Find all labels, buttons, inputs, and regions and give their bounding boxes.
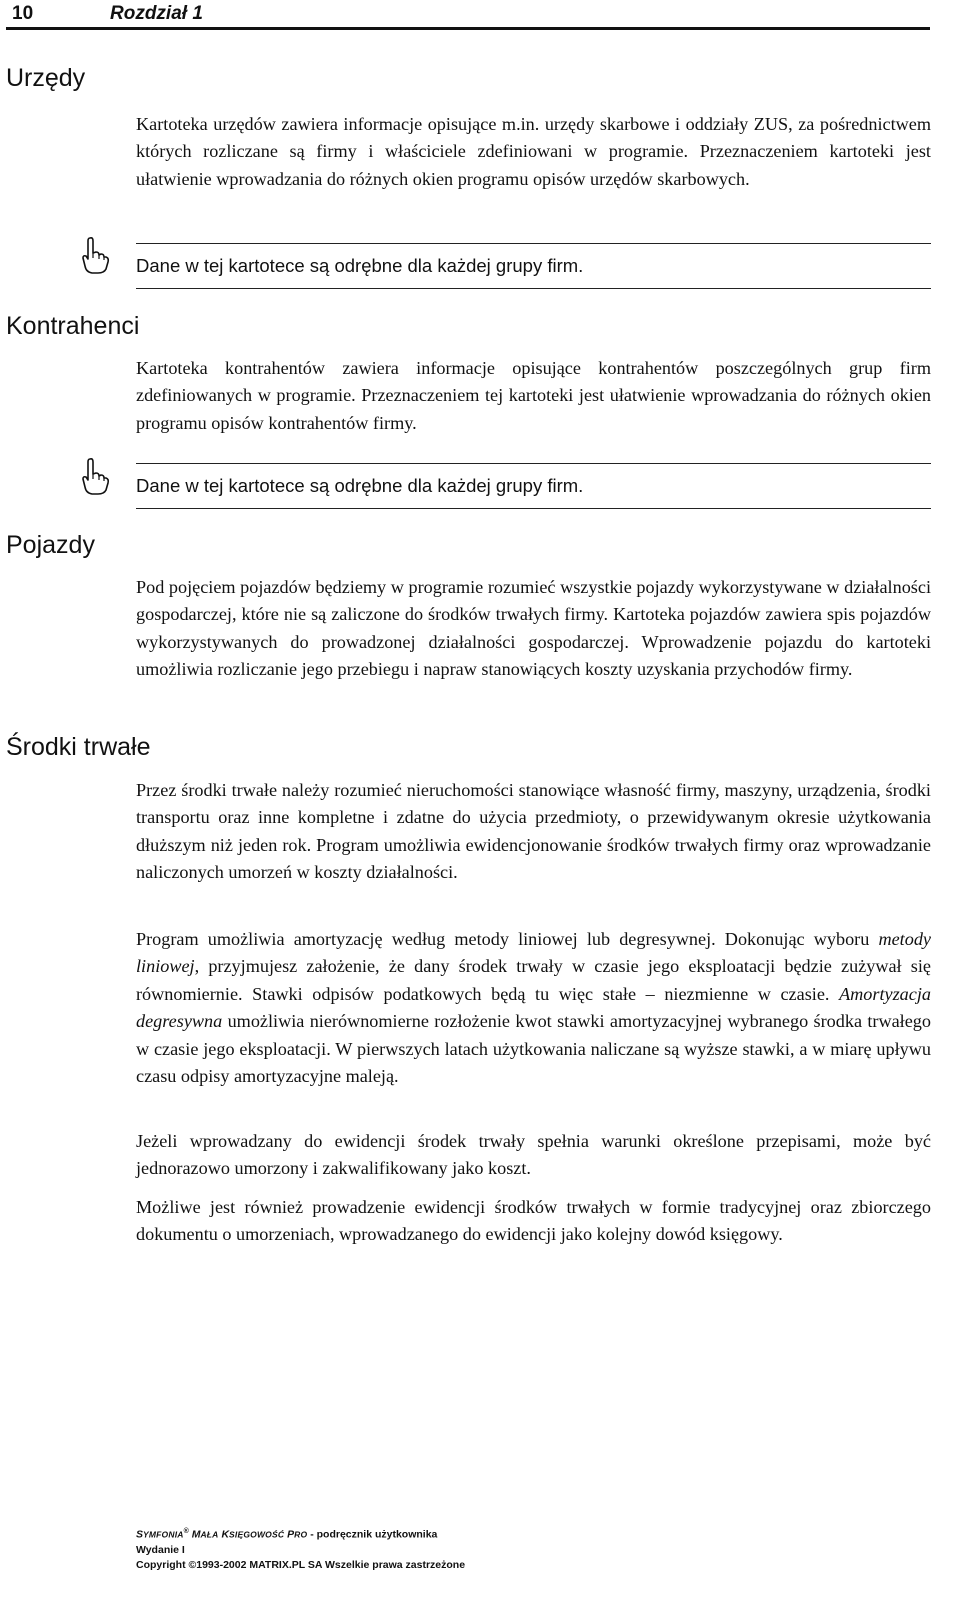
paragraph-srodki-3: Jeżeli wprowadzany do ewidencji środek trwały spełnia warunki określone przepisami, może być jednorazowo umorzony i zakwalifikowany jako koszt. — [136, 1131, 931, 1179]
text-run: Program umożliwia amortyzację według metody liniowej lub degresywnej. Dokonując wyboru — [136, 929, 879, 949]
page-number: 10 — [12, 3, 34, 24]
section-title-kontrahenci: Kontrahenci — [6, 312, 140, 340]
pointing-hand-icon — [80, 236, 110, 274]
pointing-hand-icon — [80, 457, 110, 495]
paragraph-srodki-4: Możliwe jest również prowadzenie ewidencji środków trwałych w formie tradycyjnej oraz zbiorczego dokumentu o umorzeniach, wprowadzanego do ewidencji jako kolejny dowód księgowy. — [136, 1197, 931, 1245]
text-run: , przyjmujesz założenie, że dany środek trwały w czasie jego eksploatacji będzie zużywał się równomiernie. Stawki odpisów podatkowych będą tu więc stałe – niezmienne w czasie. — [136, 956, 931, 1004]
note-kontrahenci: Dane w tej kartotece są odrębne dla każdej grupy firm. — [136, 463, 931, 509]
text-run: umożliwia nierównomierne rozłożenie kwot stawki amortyzacyjnej wybranego środka trwałego w czasie jego eksploatacji. W pierwszych latach użytkowania naliczane są wyższe stawki, a w miarę upływu czasu odpisy amortyzacyjne maleją. — [136, 1011, 931, 1087]
paragraph-srodki-1: Przez środki trwałe należy rozumieć nieruchomości stanowiące własność firmy, maszyny, urządzenia, środki transportu oraz inne kompletne i zdatne do użycia przedmioty, o przewidywanym okresie użytkowania dłuższym niż jeden rok. Program umożliwia ewidencjonowanie środków trwałych firmy oraz wprowadzanie naliczonych umorzeń w koszty działalności. — [136, 780, 931, 883]
section-title-urzedy: Urzędy — [6, 64, 86, 92]
footer-product-line: SYMFONIA® MAŁA KSIĘGOWOŚĆ PRO - podręcznik użytkownika — [136, 1528, 438, 1541]
section-title-srodki-trwale: Środki trwałe — [6, 733, 151, 761]
footer-copyright: Copyright ©1993-2002 MATRIX.PL SA Wszelkie prawa zastrzeżone — [136, 1558, 466, 1571]
paragraph-urzedy: Kartoteka urzędów zawiera informacje opisujące m.in. urzędy skarbowe i oddziały ZUS, za pośrednictwem których rozliczane są firmy i właściciele zdefiniowani w programie. Przeznaczeniem kartoteki jest ułatwienie wprowadzania do różnych okien programu opisów urzędów skarbowych. — [136, 114, 931, 189]
page-footer — [136, 1524, 465, 1573]
note-urzedy: Dane w tej kartotece są odrębne dla każdej grupy firm. — [136, 243, 931, 289]
section-title-pojazdy: Pojazdy — [6, 531, 95, 559]
paragraph-kontrahenci: Kartoteka kontrahentów zawiera informacje opisujące kontrahentów poszczególnych grup firm zdefiniowanych w programie. Przeznaczeniem tej kartoteki jest ułatwienie wprowadzania do różnych okien programu opisów kontrahentów firmy. — [136, 358, 931, 433]
paragraph-pojazdy: Pod pojęciem pojazdów będziemy w programie rozumieć wszystkie pojazdy wykorzystywane w działalności gospodarczej, które nie są zaliczone do środków trwałych firmy. Kartoteka pojazdów zawiera spis pojazdów wykorzystywanych do prowadzonej działalności gospodarczej. Wprowadzenie pojazdu do kartoteki umożliwia rozliczanie jego przebiegu i napraw stanowiących koszty uzyskania przychodów firmy. — [136, 577, 931, 680]
paragraph-srodki-2 — [136, 926, 931, 1090]
term-amortyzacja-degresywna: Amortyzacja degresywna — [136, 983, 931, 1032]
term-metody-liniowej: metody liniowej — [136, 929, 931, 977]
chapter-title: Rozdział 1 — [110, 3, 203, 24]
page-header — [6, 0, 930, 30]
footer-edition: Wydanie I — [136, 1543, 185, 1556]
